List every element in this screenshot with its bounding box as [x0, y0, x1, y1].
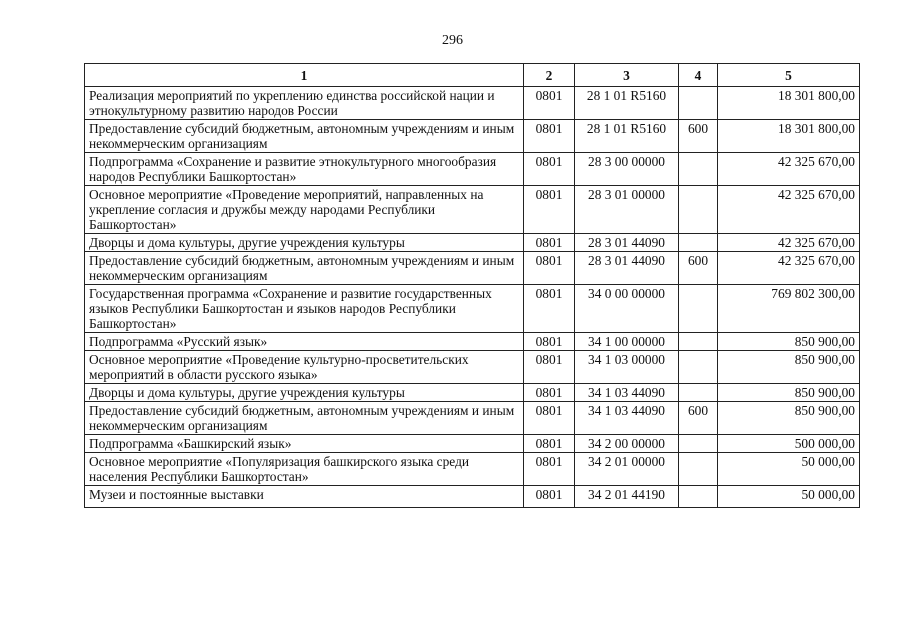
- row-section: 0801: [524, 402, 575, 435]
- row-target-code: 28 3 01 44090: [575, 234, 679, 252]
- row-amount: 42 325 670,00: [718, 186, 860, 234]
- column-header-amount: 5: [718, 64, 860, 87]
- row-name: Подпрограмма «Башкирский язык»: [85, 435, 524, 453]
- row-name: Дворцы и дома культуры, другие учреждения культуры: [85, 384, 524, 402]
- page-number: 296: [442, 33, 463, 48]
- row-name: Предоставление субсидий бюджетным, автономным учреждениям и иным некоммерческим организациям: [85, 252, 524, 285]
- column-header-name: 1: [85, 64, 524, 87]
- row-amount: 42 325 670,00: [718, 252, 860, 285]
- row-target-code: 28 1 01 R5160: [575, 87, 679, 120]
- row-name: Реализация мероприятий по укреплению единства российской нации и этнокультурному развитию народов России: [85, 87, 524, 120]
- row-target-code: 28 3 01 00000: [575, 186, 679, 234]
- row-type-code: 600: [679, 120, 718, 153]
- row-target-code: 34 0 00 00000: [575, 285, 679, 333]
- row-type-code: [679, 333, 718, 351]
- row-section: 0801: [524, 153, 575, 186]
- row-target-code: 34 1 03 44090: [575, 384, 679, 402]
- row-section: 0801: [524, 234, 575, 252]
- row-section: 0801: [524, 351, 575, 384]
- table-row: [85, 435, 860, 453]
- row-amount: 50 000,00: [718, 453, 860, 486]
- row-type-code: [679, 384, 718, 402]
- row-amount: 850 900,00: [718, 351, 860, 384]
- table-row: [85, 153, 860, 186]
- row-amount: 850 900,00: [718, 384, 860, 402]
- row-name: Подпрограмма «Русский язык»: [85, 333, 524, 351]
- table-row: [85, 120, 860, 153]
- row-section: 0801: [524, 87, 575, 120]
- row-section: 0801: [524, 285, 575, 333]
- row-name: Предоставление субсидий бюджетным, автономным учреждениям и иным некоммерческим организациям: [85, 120, 524, 153]
- table-row: [85, 234, 860, 252]
- table-row: [85, 87, 860, 120]
- column-header-target: 3: [575, 64, 679, 87]
- table-row: [85, 402, 860, 435]
- table-header-row: [85, 64, 860, 87]
- row-section: 0801: [524, 252, 575, 285]
- row-section: 0801: [524, 333, 575, 351]
- row-name: Основное мероприятие «Проведение культурно-просветительских мероприятий в области русского языка»: [85, 351, 524, 384]
- row-target-code: 34 2 01 44190: [575, 486, 679, 508]
- row-amount: 850 900,00: [718, 333, 860, 351]
- row-type-code: [679, 87, 718, 120]
- row-name: Основное мероприятие «Популяризация башкирского языка среди населения Республики Башкортостан»: [85, 453, 524, 486]
- row-type-code: [679, 435, 718, 453]
- row-type-code: [679, 453, 718, 486]
- row-name: Дворцы и дома культуры, другие учреждения культуры: [85, 234, 524, 252]
- table-row: [85, 486, 860, 508]
- table-row: [85, 351, 860, 384]
- row-amount: 769 802 300,00: [718, 285, 860, 333]
- row-target-code: 34 1 00 00000: [575, 333, 679, 351]
- budget-table: [84, 63, 860, 508]
- row-type-code: 600: [679, 402, 718, 435]
- row-type-code: [679, 234, 718, 252]
- row-amount: 18 301 800,00: [718, 87, 860, 120]
- row-target-code: 28 1 01 R5160: [575, 120, 679, 153]
- row-section: 0801: [524, 435, 575, 453]
- row-name: Предоставление субсидий бюджетным, автономным учреждениям и иным некоммерческим организациям: [85, 402, 524, 435]
- row-type-code: [679, 153, 718, 186]
- row-section: 0801: [524, 486, 575, 508]
- row-name: Подпрограмма «Сохранение и развитие этнокультурного многообразия народов Республики Башкортостан»: [85, 153, 524, 186]
- row-amount: 18 301 800,00: [718, 120, 860, 153]
- table-row: [85, 384, 860, 402]
- row-amount: 42 325 670,00: [718, 153, 860, 186]
- table-row: [85, 186, 860, 234]
- row-section: 0801: [524, 120, 575, 153]
- row-target-code: 28 3 00 00000: [575, 153, 679, 186]
- row-section: 0801: [524, 384, 575, 402]
- column-header-type: 4: [679, 64, 718, 87]
- row-target-code: 34 2 00 00000: [575, 435, 679, 453]
- row-type-code: [679, 351, 718, 384]
- column-header-section: 2: [524, 64, 575, 87]
- row-target-code: 28 3 01 44090: [575, 252, 679, 285]
- table-row: [85, 252, 860, 285]
- row-section: 0801: [524, 453, 575, 486]
- row-name: Музеи и постоянные выставки: [85, 486, 524, 508]
- row-type-code: [679, 186, 718, 234]
- row-section: 0801: [524, 186, 575, 234]
- row-name: Основное мероприятие «Проведение мероприятий, направленных на укрепление согласия и дружбы между народами Республики Башкортостан»: [85, 186, 524, 234]
- row-type-code: 600: [679, 252, 718, 285]
- row-amount: 50 000,00: [718, 486, 860, 508]
- table-row: [85, 285, 860, 333]
- table-row: [85, 453, 860, 486]
- row-amount: 42 325 670,00: [718, 234, 860, 252]
- row-amount: 850 900,00: [718, 402, 860, 435]
- row-target-code: 34 1 03 44090: [575, 402, 679, 435]
- table-row: [85, 333, 860, 351]
- row-type-code: [679, 486, 718, 508]
- row-amount: 500 000,00: [718, 435, 860, 453]
- row-name: Государственная программа «Сохранение и развитие государственных языков Республики Башкортостан и языков народов Республики Башкортостан»: [85, 285, 524, 333]
- row-target-code: 34 2 01 00000: [575, 453, 679, 486]
- row-target-code: 34 1 03 00000: [575, 351, 679, 384]
- row-type-code: [679, 285, 718, 333]
